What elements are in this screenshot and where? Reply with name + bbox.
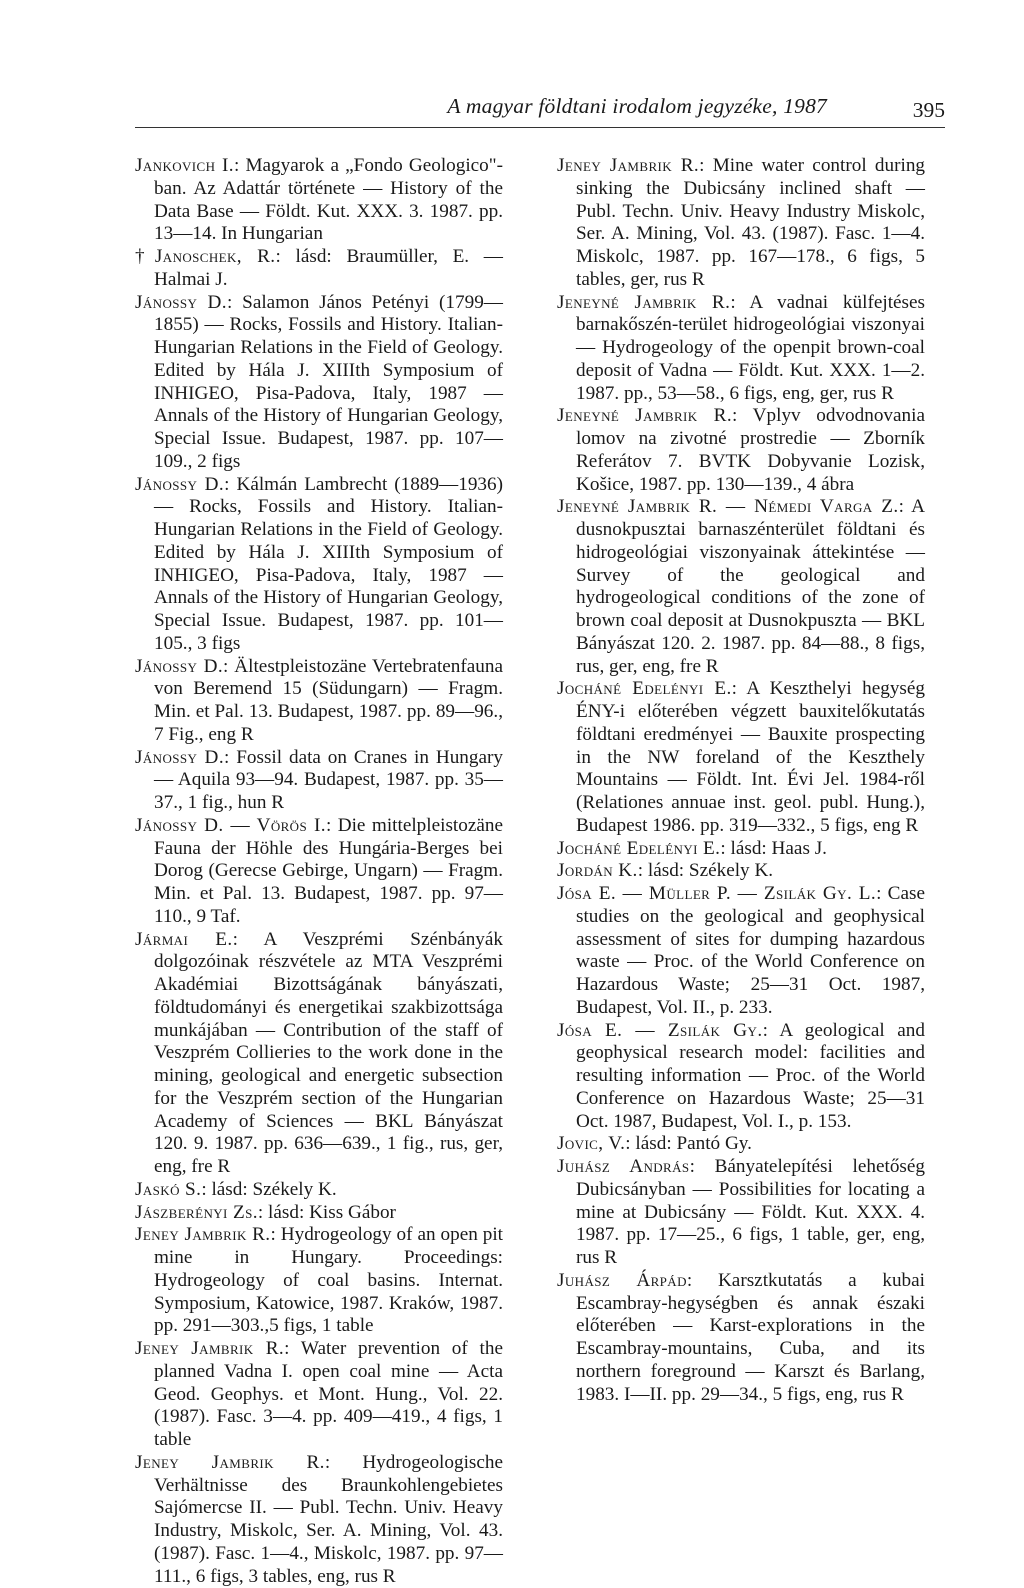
entry-text: : Salamon János Petényi (1799—1855) — Rocks, Fossils and History. Italian-Hungarian Relations in the Field of Geology. Edited by Hála J. XIIIth Symposium of INHIGEO, Pisa-Padova, Italy, 1987 — Annals of the History of Hungarian Geology, Special Issue. Budapest, 1987. pp. 107—109., 2 figs xyxy=(154,291,503,472)
entry-author: †Janoschek, R. xyxy=(135,246,276,267)
bibliography-entry xyxy=(135,246,503,292)
bibliography-entry xyxy=(135,747,503,815)
entry-text: : A Veszprémi Szénbányák dolgozóinak részvétele az MTA Veszprémi Akadémiai Bizottságának bányászati, földtudományi és energetikai szakbizottsága munkájában — Contribution of the staff of Veszprém Collieries to the work done in the mining, geological and energetic subsection for the Veszprém section of the Hungarian Academy of Sciences — BKL Bányászat 120. 9. 1987. pp. 636—639., 1 fig., rus, ger, eng, fre R xyxy=(154,928,503,1177)
bibliography-entry xyxy=(557,1270,925,1407)
page-number: 395 xyxy=(912,98,945,122)
entry-author: Jordán K. xyxy=(557,860,638,882)
entry-author: Jeneyné Jambrik R. xyxy=(557,405,733,427)
entry-author: Jászberényi Zs. xyxy=(135,1201,258,1223)
entry-author: Juhász András xyxy=(557,1156,690,1177)
bibliography-entry xyxy=(557,496,925,678)
entry-text: : Ältestpleistozäne Vertebratenfauna von Beremend 15 (Südungarn) — Fragm. Min. et Pal. 13. Budapest, 1987. pp. 89—96., 7 Fig., eng R xyxy=(154,655,504,745)
entry-author: Jánossy D. xyxy=(135,291,227,313)
entry-author: Jeney Jambrik R. xyxy=(135,1338,285,1359)
entry-author: Jocháné Edelényi E. xyxy=(557,678,732,700)
entry-text: : lásd: Pantó Gy. xyxy=(625,1133,752,1155)
entry-author: Jankovich I. xyxy=(135,155,234,176)
entry-text: : lásd: Kiss Gábor xyxy=(257,1201,396,1223)
entry-text: : Hydrogeologische Verhältnisse des Braunkohlengebietes Sajómercse II. — Publ. Techn. Univ. Heavy Industry, Miskolc, Ser. A. Mining, Vol. 43. (1987). Fasc. 1—4., Miskolc, 1987. pp. 97—111., 6 figs, 3 tables, eng, rus R xyxy=(154,1451,503,1587)
page-header xyxy=(135,94,945,128)
entry-text: : Hydrogeology of an open pit mine in Hungary. Proceedings: Hydrogeology of coal basins. Internat. Symposium, Katowice, 1987. Kraków, 1987. pp. 291—303.,5 figs, 1 table xyxy=(154,1224,504,1337)
entry-author: Jánossy D. xyxy=(135,655,224,677)
entry-text: : A Keszthelyi hegység ÉNY-i előterében végzett bauxitelőkutatás földtani eredményei — Bauxite prospecting in the NW foreland of the Keszthely Mountains — Földt. Int. Évi Jel. 1984-ről (Relationes annuae inst. geol. publ. Hung.), Budapest 1986. pp. 319—332., 5 figs, eng R xyxy=(576,678,925,836)
bibliography-entry xyxy=(135,1202,503,1225)
entry-author: Jeneyné Jambrik R. xyxy=(557,291,731,313)
entry-text: : Kálmán Lambrecht (1889—1936) — Rocks, Fossils and History. Italian-Hungarian Relations in the Field of Geology. Edited by Hála J. XIIIth Symposium of INHIGEO, Pisa-Padova, Italy, 1987 — Annals of the History of Hungarian Geology, Special Issue. Budapest, 1987. pp. 101—105., 3 figs xyxy=(154,473,504,654)
entry-author: Jocháné Edelényi E. xyxy=(557,837,721,859)
bibliography-entry xyxy=(557,1133,925,1156)
bibliography-entry xyxy=(135,1224,503,1338)
header-rule xyxy=(135,127,945,128)
entry-text: : A geological and geophysical research model: facilities and resulting information — Proc. of the World Conference on Hazardous Waste; 25—31 Oct. 1987, Budapest, Vol. I., p. 153. xyxy=(576,1019,925,1132)
entry-text: : lásd: Székely K. xyxy=(201,1178,337,1200)
entry-text: : Vplyv odvodnovania lomov na zivotné prostredie — Zborník Referátov 7. BVTK Dobyvanie Lozisk, Košice, 1987. pp. 130—139., 4 ábra xyxy=(576,405,925,495)
bibliography-entry xyxy=(557,155,925,292)
entry-author: Juhász Árpád xyxy=(557,1269,687,1291)
entry-text: : Mine water control during sinking the Dubicsány inclined shaft — Publ. Techn. Univ. Heavy Industry Miskolc, Ser. A. Mining, Vol. 43. (1987). Fasc. 1—4. Miskolc, 1987. pp. 167—178., 6 figs, 5 tables, ger, rus R xyxy=(576,155,926,290)
bibliography-entry xyxy=(557,405,925,496)
entry-author: Jósa E. — Müller P. — Zsilák Gy. L. xyxy=(557,883,877,904)
entry-text: : Bányatelepítési lehetőség Dubicsányban — Possibilities for locating a mine at Dubicsány — Földt. Kut. XXX. 4. 1987. pp. 17—25., 6 figs, 1 table, ger, eng, rus R xyxy=(576,1156,925,1268)
right-column xyxy=(557,155,925,1406)
entry-author: Jánossy D. xyxy=(135,473,225,495)
entry-text: : lásd: Haas J. xyxy=(720,837,827,859)
entry-text: : Case studies on the geological and geophysical assessment of sites for dumping hazardous waste — Proc. of the World Conference on Hazardous Waste; 25—31 Oct. 1987, Budapest, Vol. II., p. 233. xyxy=(576,883,925,1018)
bibliography-entry xyxy=(135,1338,503,1452)
running-title: A magyar földtani irodalom jegyzéke, 1987 xyxy=(447,94,827,118)
bibliography-entry xyxy=(557,860,925,883)
entry-author: Jaskó S. xyxy=(135,1178,202,1200)
entry-author: Jeney Jambrik R. xyxy=(135,1451,325,1473)
entry-text: : Fossil data on Cranes in Hungary — Aquila 93—94. Budapest, 1987. pp. 35—37., 1 fig., hun R xyxy=(154,746,503,813)
entry-author: Jeney Jambrik R. xyxy=(135,1224,271,1246)
bibliography-entry xyxy=(557,1156,925,1270)
bibliography-entry xyxy=(135,929,503,1179)
entry-text: : Karsztkutatás a kubai Escambray-hegységben és annak északi előterében — Karst-explorations in the Escambray-mountains, Cuba, and its northern foreground — Karszt és Barlang, 1983. I—II. pp. 29—34., 5 figs, eng, rus R xyxy=(576,1269,925,1405)
bibliography-entry xyxy=(135,1179,503,1202)
entry-author: Jánossy D. — Vörös I. xyxy=(135,814,326,836)
bibliography-entry xyxy=(135,474,503,656)
entry-text: : Die mittelpleistozäne Fauna der Höhle des Hungária-Berges bei Dorog (Gerecse Gebirge, Ungarn) — Fragm. Min. et Pal. 13. Budapest, 1987. pp. 97—110., 9 Taf. xyxy=(154,814,503,927)
bibliography-entry xyxy=(557,883,925,1020)
left-column xyxy=(135,155,503,1588)
bibliography-entry xyxy=(135,292,503,474)
entry-text: : lásd: Székely K. xyxy=(637,860,774,882)
bibliography-entry xyxy=(557,678,925,837)
entry-text: : A dusnokpusztai barnaszénterület földtani és hidrogeológiai viszonyainak áttekintése — Survey of the geological and hydrogeological conditions of the zone of brown coal deposit at Dusnokpuszta — BKL Bányászat 120. 2. 1987. pp. 84—88., 8 figs, rus, ger, eng, fre R xyxy=(576,496,925,677)
entry-author: Jeneyné Jambrik R. — Némedi Varga Z. xyxy=(557,496,899,518)
entry-author: Jánossy D. xyxy=(135,746,225,768)
entry-author: Jeney Jambrik R. xyxy=(557,155,700,176)
bibliography-entry xyxy=(135,155,503,246)
bibliography-entry xyxy=(557,838,925,861)
entry-author: Jovic, V. xyxy=(557,1133,626,1155)
entry-text: : lásd: Braumüller, E. — Halmai J. xyxy=(154,246,503,290)
bibliography-entry xyxy=(135,815,503,929)
bibliography-entry xyxy=(135,656,503,747)
bibliography-entry xyxy=(135,1452,503,1588)
bibliography-entry xyxy=(557,1020,925,1134)
entry-text: : Magyarok a „Fondo Geologico"-ban. Az Adattár története — History of the Data Base — Földt. Kut. XXX. 3. 1987. pp. 13—14. In Hungarian xyxy=(154,155,503,245)
entry-text: : Water prevention of the planned Vadna I. open coal mine — Acta Geod. Geophys. et Mont. Hung., Vol. 22. (1987). Fasc. 3—4. pp. 409—419., 4 figs, 1 table xyxy=(154,1338,504,1450)
bibliography-entry xyxy=(557,292,925,406)
entry-author: Jármai E. xyxy=(135,928,233,950)
entry-text: : A vadnai külfejtéses barnakőszén-terület hidrogeológiai viszonyai — Hydrogeology of the openpit brown-coal deposit of Vadna — Földt. Kut. XXX. 1—2. 1987. pp., 53—58., 6 figs, eng, ger, rus R xyxy=(576,291,925,404)
entry-author: Jósa E. — Zsilák Gy. xyxy=(557,1019,763,1041)
